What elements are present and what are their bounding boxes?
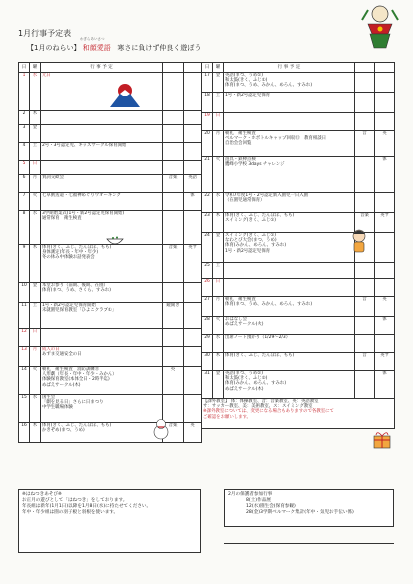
day-cell: 29 [202,335,213,353]
event-line: 冬の休み中体験お話発表会 [42,255,95,261]
calendar-row [19,283,202,303]
calendar-row [19,143,202,161]
tag2-cell [375,279,395,297]
day-cell: 31 [202,371,213,399]
tag1-cell [163,125,184,143]
day-cell: 19 [202,113,213,131]
tag2-cell [375,73,395,93]
header-tag1 [355,63,375,73]
legend-line: 【課外教室】 体：体操教室、音：音楽教室、英：英語教室 [203,399,319,404]
weekday-cell: 木 [213,213,224,233]
legend-line: ご確認をお願いします。 [203,414,251,420]
calendar-row [19,245,202,283]
event-line: 体育(きく、ふじ、たんぽぽ、もも) [42,423,112,428]
note-line: 年長組は新年(1月1日)以降を1月8日(水)に持たせてください。 [22,504,152,509]
event-line: 通常保育 衛生検査 [42,216,82,222]
day-cell: 28 [202,317,213,335]
tag2-cell [184,143,202,161]
event-line: 2号・3号認定児、キッズサークル保育開始 [42,143,127,148]
event-line: 英語(まつ、うめ①) [225,73,263,78]
day-cell: 27 [202,297,213,317]
day-cell: 9 [19,245,30,283]
weekday-cell: 月 [30,347,41,367]
calendar-row [19,367,202,395]
calendar-row [19,395,202,423]
tag2-cell: 英サ [184,245,202,283]
weekday-cell: 日 [213,279,224,297]
calendar-row [19,329,202,347]
event-line: なわとび大会(まつ、うめ) [225,238,277,244]
event-cell [41,329,163,347]
event-cell [224,353,355,371]
tag2-cell [184,329,202,347]
event-line: 出席ノート預かり（1/29〜2/3） [225,335,291,340]
event-line: めばえサークル(木) [42,382,81,388]
tag2-cell: 体 [375,317,395,335]
event-line: （在園児通常保育） [225,198,265,204]
day-cell: 3 [19,125,30,143]
parent-event-item: 28(金)3学期ベルマーク集計(年中・気児お手伝い係) [246,510,354,515]
event-line: 中学生職場体験 [42,405,73,411]
note-line: 年中・年少組は園の羽子板と羽根を使います。 [22,510,119,515]
weekday-cell: 日 [213,113,224,131]
calendar-row [202,193,395,213]
event-line: 1号・新2号認定児保育 [225,248,271,254]
event-cell [41,303,163,329]
event-cell [41,175,163,193]
weekday-cell: 火 [30,367,41,395]
calendar-row [202,113,395,131]
calendar-row [202,93,395,113]
event-line: 自治会会回覧 [225,141,252,147]
legend-row [202,399,395,429]
theme-rest: 寒さに負けず仲良く遊ぼう [117,44,202,52]
event-line: 和太鼓(きく、ふじ①) [225,78,268,84]
tag1-cell [355,93,375,113]
event-cell [224,157,355,193]
tag1-cell [355,193,375,213]
day-cell: 18 [202,93,213,113]
legend-cell [202,399,395,429]
tag1-cell: 音楽 [163,175,184,193]
weekday-cell: 水 [213,193,224,213]
tag2-cell: 体 [375,157,395,193]
tag1-cell [355,263,375,279]
day-cell: 26 [202,279,213,297]
weekday-cell: 火 [213,157,224,193]
tag2-cell: 英 [375,297,395,317]
day-cell: 4 [19,143,30,161]
day-cell: 1 [19,73,30,111]
event-line: 体育(まつ、うめ、みかん、めろん、すみれ) [225,302,313,308]
theme-furigana: わぎらあいさつ [80,37,105,41]
tag1-cell [163,161,184,175]
header-tag2 [375,63,395,73]
kadomatsu-illustration [358,4,402,52]
day-cell: 21 [202,157,213,193]
weekday-cell: 木 [213,353,224,371]
weekday-cell: 木 [30,111,41,125]
event-line: 七草粥送還・七福神めぐりウオーキング [42,193,121,198]
tag1-cell [163,193,184,211]
weekday-cell: 土 [30,303,41,329]
event-line: 英語(まつ、うめ②) [225,371,263,376]
calendar-row [202,73,395,93]
day-cell: 23 [202,213,213,233]
event-cell [224,335,355,353]
tag2-cell: 体 [184,193,202,211]
tag1-cell [163,329,184,347]
tag2-cell: 英 [184,423,202,443]
calendar-row [202,297,395,317]
event-cell [224,93,355,113]
weekday-cell: 日 [30,161,41,175]
event-cell [224,131,355,157]
tag1-cell: 鏡開き [163,303,184,329]
day-cell: 7 [19,193,30,211]
event-line: 朝礼 衛生検査 [225,131,256,136]
tag1-cell [163,73,184,111]
tag1-cell [355,157,375,193]
tag2-cell [184,73,202,111]
monthly-theme [27,37,202,53]
tag2-cell [184,283,202,303]
event-line: 3学期始業式(1号・新2号認定児保育開始) [42,211,125,216]
tag1-cell [163,211,184,245]
day-cell: 12 [19,329,30,347]
weekday-cell: 日 [30,329,41,347]
calendar-row [19,347,202,367]
calendar-row [19,193,202,211]
day-cell: 17 [202,73,213,93]
event-cell [41,395,163,423]
day-cell: 11 [19,303,30,329]
notes-box [18,489,201,553]
weekday-cell: 金 [30,125,41,143]
day-cell: 25 [202,263,213,279]
calendar-row [202,279,395,297]
event-line: 未就園児保育教室「ひよこクラブ①」 [42,308,117,314]
event-line: 体育(きく、ふじ、たんぽぽ、もも) [42,245,112,250]
tag1-cell [355,279,375,297]
event-cell [224,193,355,213]
parent-events-title: 2月の保護者参加行事 [228,492,273,497]
calendar-row [19,175,202,193]
event-line: 体育(きく、ふじ、たんぽぽ、もも) [225,353,295,358]
tag1-cell [163,283,184,303]
theme-main: 和顔愛語 [82,44,111,52]
event-line: スイミング(きく、ふじ①) [225,233,277,238]
event-line: 賀詞交歓会 [42,175,64,180]
event-line: 令和7年度1号・2号認定新入園児一日入園 [225,193,309,198]
weekday-cell: 木 [30,423,41,443]
event-line: 朝礼 衛生検査 [225,297,256,302]
calendar-row [19,423,202,443]
weekday-cell: 木 [30,245,41,283]
tag2-cell [184,367,202,395]
tag1-cell [163,347,184,367]
calendar-row [202,371,395,399]
day-cell: 16 [19,423,30,443]
event-cell [41,423,163,443]
tag1-cell [355,317,375,335]
tag2-cell [375,335,395,353]
event-line: 国生会 [42,395,56,400]
event-cell [41,111,163,125]
weekday-cell: 土 [213,93,224,113]
header-day: 日 [202,63,213,73]
event-cell [224,73,355,93]
calendar-row [19,125,202,143]
event-cell [41,143,163,161]
theme-label: 【1月のねらい】 [27,44,81,52]
event-line: 朝礼 衛生検査 消防訓練⑪ [42,367,100,372]
divider [224,543,394,544]
header-event: 行 事 予 定 [224,63,355,73]
event-line: 体育(まつ、うめ、さくら、すみれ) [42,288,111,294]
header-tag2 [184,63,202,73]
day-cell: 15 [19,395,30,423]
event-line: 成人の日 [42,347,60,352]
parent-event-item: 8(土)作品展 [246,498,271,503]
day-cell: 6 [19,175,30,193]
tag1-cell: 音楽 [163,423,184,443]
event-line: ベルマーク・ホボトルキャップ回収⑪ 教育相談日 [225,136,326,142]
event-cell [224,263,355,279]
calendar-row [19,111,202,125]
calendar-row [202,131,395,157]
event-line: 体育(まつ、うめ、みかん、めろん、すみれ) [225,83,313,89]
weekday-cell: 水 [30,211,41,245]
event-cell [41,211,163,245]
header-weekday: 曜 [213,63,224,73]
event-cell [224,113,355,131]
event-line: 和太鼓(きく、ふじ②) [225,376,268,382]
event-line: 「劇を見る日」さらに日まつり [42,400,104,406]
porridge-bowl-illustration [105,233,125,249]
tag1-cell [355,113,375,131]
event-cell [41,245,163,283]
event-cell [224,213,355,233]
event-cell [224,279,355,297]
event-line: 体験保育教室(本体全日・2時半迄) [42,377,110,383]
event-cell [41,73,163,111]
event-cell [224,371,355,399]
event-line: 元日 [42,73,51,78]
calendar-row [202,353,395,371]
event-cell [41,193,163,211]
gift-illustration [371,428,393,450]
event-line: あずま交通安全の日 [42,352,82,358]
tag2-cell [184,395,202,423]
parent-event-item: 12(水)園生会(保育参観) [246,504,296,509]
event-cell [41,347,163,367]
event-line: 体育(みかん、めろん、すみれ) [225,381,287,387]
tag2-cell [375,233,395,263]
event-line: スイミング(きく、ふじ①) [225,218,277,224]
child-illustration [348,228,370,254]
weekday-cell: 水 [30,73,41,111]
tag2-cell [375,113,395,131]
weekday-cell: 金 [30,283,41,303]
tag2-cell [375,93,395,113]
weekday-cell: 土 [213,263,224,279]
tag1-cell: 音 [355,353,375,371]
weekday-cell: 火 [213,317,224,335]
event-line: 身体測定(年長・年中・年少) [42,250,99,256]
event-cell [224,317,355,335]
day-cell: 8 [19,211,30,245]
day-cell: 13 [19,347,30,367]
tag1-cell [355,335,375,353]
tag2-cell [375,263,395,279]
event-line: かきぞめ(まつ、うめ) [42,428,85,434]
day-cell: 22 [202,193,213,213]
snowman-illustration [150,418,172,440]
day-cell: 20 [202,131,213,157]
event-line: めばえサークル(木) [225,386,264,392]
event-cell [224,297,355,317]
note-line: ※はねつきあそび※ [22,492,62,497]
day-cell: 24 [202,233,213,263]
event-cell [41,283,163,303]
tag1-cell [163,111,184,125]
tag1-cell: 英 [163,367,184,395]
header-event: 行 事 予 定 [41,63,163,73]
tag1-cell [355,371,375,399]
day-cell: 30 [202,353,213,371]
weekday-cell: 土 [30,143,41,161]
tag1-cell: 音 [355,297,375,317]
header-weekday: 曜 [30,63,41,73]
calendar-left-table [18,62,202,443]
tag2-cell: 英サ [375,353,395,371]
weekday-cell: 金 [213,233,224,263]
tag1-cell: 音楽 [163,245,184,283]
day-cell: 5 [19,161,30,175]
tag2-cell [184,211,202,245]
event-line: 本堂お参り（前期、後期、在園） [42,283,108,288]
header-day: 日 [19,63,30,73]
event-line: めばえサークル(火) [225,322,264,328]
calendar-row [19,161,202,175]
calendar-row [202,157,395,193]
weekday-cell: 月 [30,175,41,193]
note-line: お正月の遊びとして「はねつき」をしております。 [22,498,128,503]
tag1-cell [163,143,184,161]
event-cell [41,367,163,395]
event-cell [41,161,163,175]
tag2-cell [184,303,202,329]
weekday-cell: 水 [30,395,41,423]
weekday-cell: 月 [213,131,224,157]
event-line: 1号・新2号認定児保育 [225,93,271,98]
parent-events-box [224,489,394,527]
tag2-cell [375,193,395,213]
weekday-cell: 金 [213,371,224,399]
legend-line: サ：サッカー教室、美：美術教室、ス：スイミング教室 [203,404,313,410]
weekday-cell: 火 [30,193,41,211]
tag2-cell [184,347,202,367]
calendar-row [202,263,395,279]
tag2-cell: 英サ [375,213,395,233]
calendar-row [202,335,395,353]
calendar-row [202,317,395,335]
tag2-cell [184,161,202,175]
event-line: 体育(みかん、めろん、すみれ) [225,243,287,249]
tag2-cell: 体 [375,371,395,399]
event-line: 遊具・鉄棒点検 [225,157,256,162]
event-line: 人形劇（年長・年中・年少・みかん） [42,372,117,378]
tag1-cell: 音楽 [355,213,375,233]
event-line: 鷹峰小学校 3days チャレンジ [225,162,285,168]
event-line: 1号・新2号認定児保育開始 [42,303,96,308]
day-cell: 2 [19,111,30,125]
day-cell: 10 [19,283,30,303]
tag2-cell [184,125,202,143]
tag2-cell [184,111,202,125]
tag1-cell: 音 [355,131,375,157]
legend-line: ※課外教室については、変更になる場合もありますので各教室にて [203,409,334,415]
event-cell [224,233,355,263]
tag2-cell: 英語 [184,175,202,193]
tag1-cell [355,73,375,93]
day-cell: 14 [19,367,30,395]
weekday-cell: 金 [213,73,224,93]
weekday-cell: 水 [213,335,224,353]
event-line: おはなし会 [225,317,247,322]
event-cell [41,125,163,143]
document-title: 1月行事予定表 [18,29,72,38]
event-line: 体育(きく、ふじ、たんぽぽ、もも) [225,213,295,218]
calendar-row [19,303,202,329]
mount-fuji-sunrise-illustration [108,82,142,108]
weekday-cell: 月 [213,297,224,317]
header-tag1 [163,63,184,73]
tag2-cell: 英 [375,131,395,157]
